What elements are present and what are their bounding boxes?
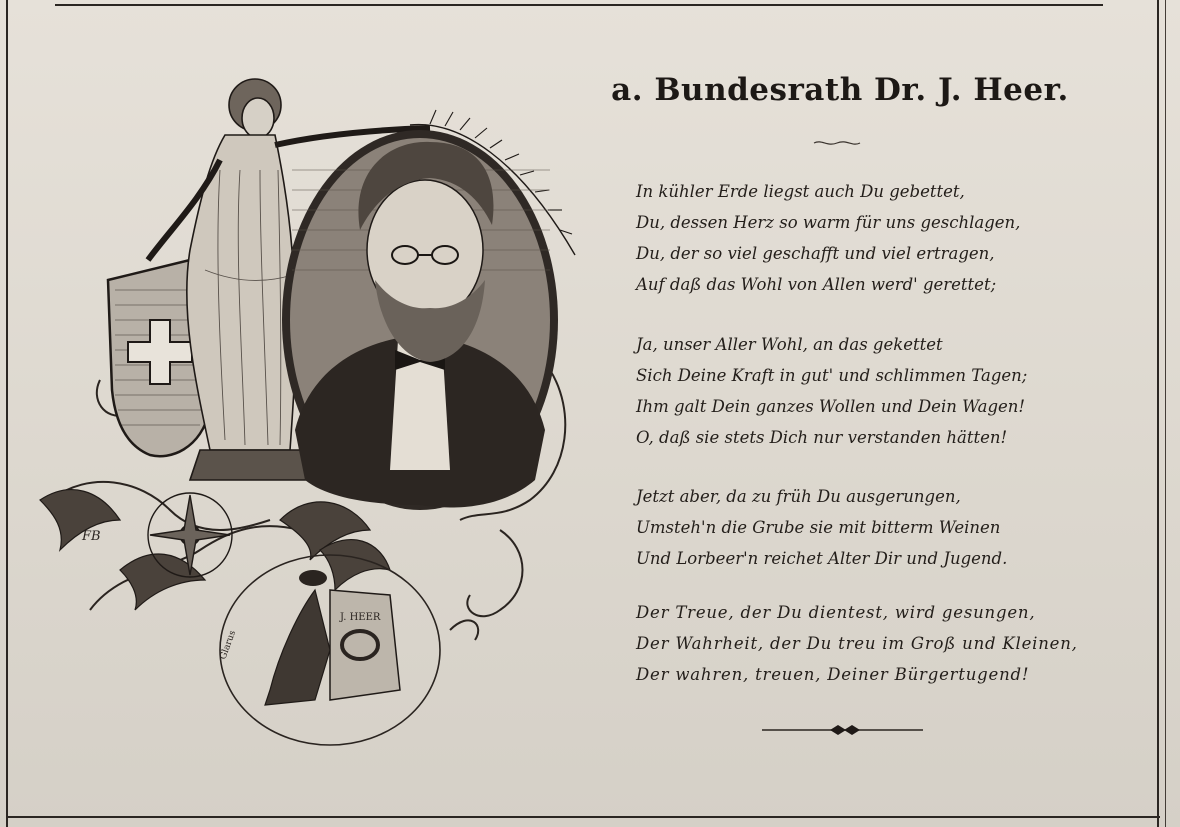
bottom-rule (8, 816, 1160, 818)
right-border (1157, 0, 1159, 827)
poem-line: Der Treue, der Du dientest, wird gesungen, (636, 603, 1036, 622)
poem-heading: a. Bundesrath Dr. J. Heer. (611, 72, 1069, 108)
memorial-illustration (30, 50, 590, 760)
stanza-1 (636, 176, 1020, 300)
rosette-icon (148, 493, 232, 577)
poem-line: O, daß sie stets Dich nur verstanden hätten! (636, 428, 1008, 447)
plaque-inscription: J. HEER (340, 612, 381, 623)
left-border (6, 0, 8, 827)
poem-line: Auf daß das Wohl von Allen werd' gerettet; (636, 275, 997, 294)
portrait-medallion (282, 130, 558, 510)
poem-line: Jetzt aber, da zu früh Du ausgerungen, (636, 487, 961, 506)
artist-monogram: FB (82, 529, 101, 544)
poem-line: Der Wahrheit, der Du treu im Groß und Kleinen, (636, 634, 1078, 653)
right-border-outer (1165, 0, 1166, 827)
poem-line: Umsteh'n die Grube sie mit bitterm Weinen (636, 518, 1001, 537)
stanza-4 (636, 597, 1078, 690)
stanza-3 (636, 481, 1007, 574)
grave-vignette (218, 555, 440, 745)
poem-line: Ihm galt Dein ganzes Wollen und Dein Wagen! (636, 397, 1026, 416)
end-ornament (760, 720, 925, 740)
vignette-border-text: Glarus (218, 629, 239, 662)
heading-ornament (812, 138, 862, 148)
poem-line: Du, dessen Herz so warm für uns geschlagen, (636, 213, 1021, 232)
poem-line: Und Lorbeer'n reichet Alter Dir und Jugend. (636, 549, 1008, 568)
stanza-2 (636, 329, 1027, 453)
poem-line: Ja, unser Aller Wohl, an das gekettet (636, 335, 943, 354)
poem-line: Der wahren, treuen, Deiner Bürgertugend! (636, 665, 1030, 684)
hat-icon (299, 570, 327, 586)
poem-line: Du, der so viel geschafft und viel ertragen, (636, 244, 995, 263)
top-rule (55, 4, 1103, 6)
poem-line: In kühler Erde liegst auch Du gebettet, (636, 182, 965, 201)
poem-line: Sich Deine Kraft in gut' und schlimmen Tagen; (636, 366, 1028, 385)
